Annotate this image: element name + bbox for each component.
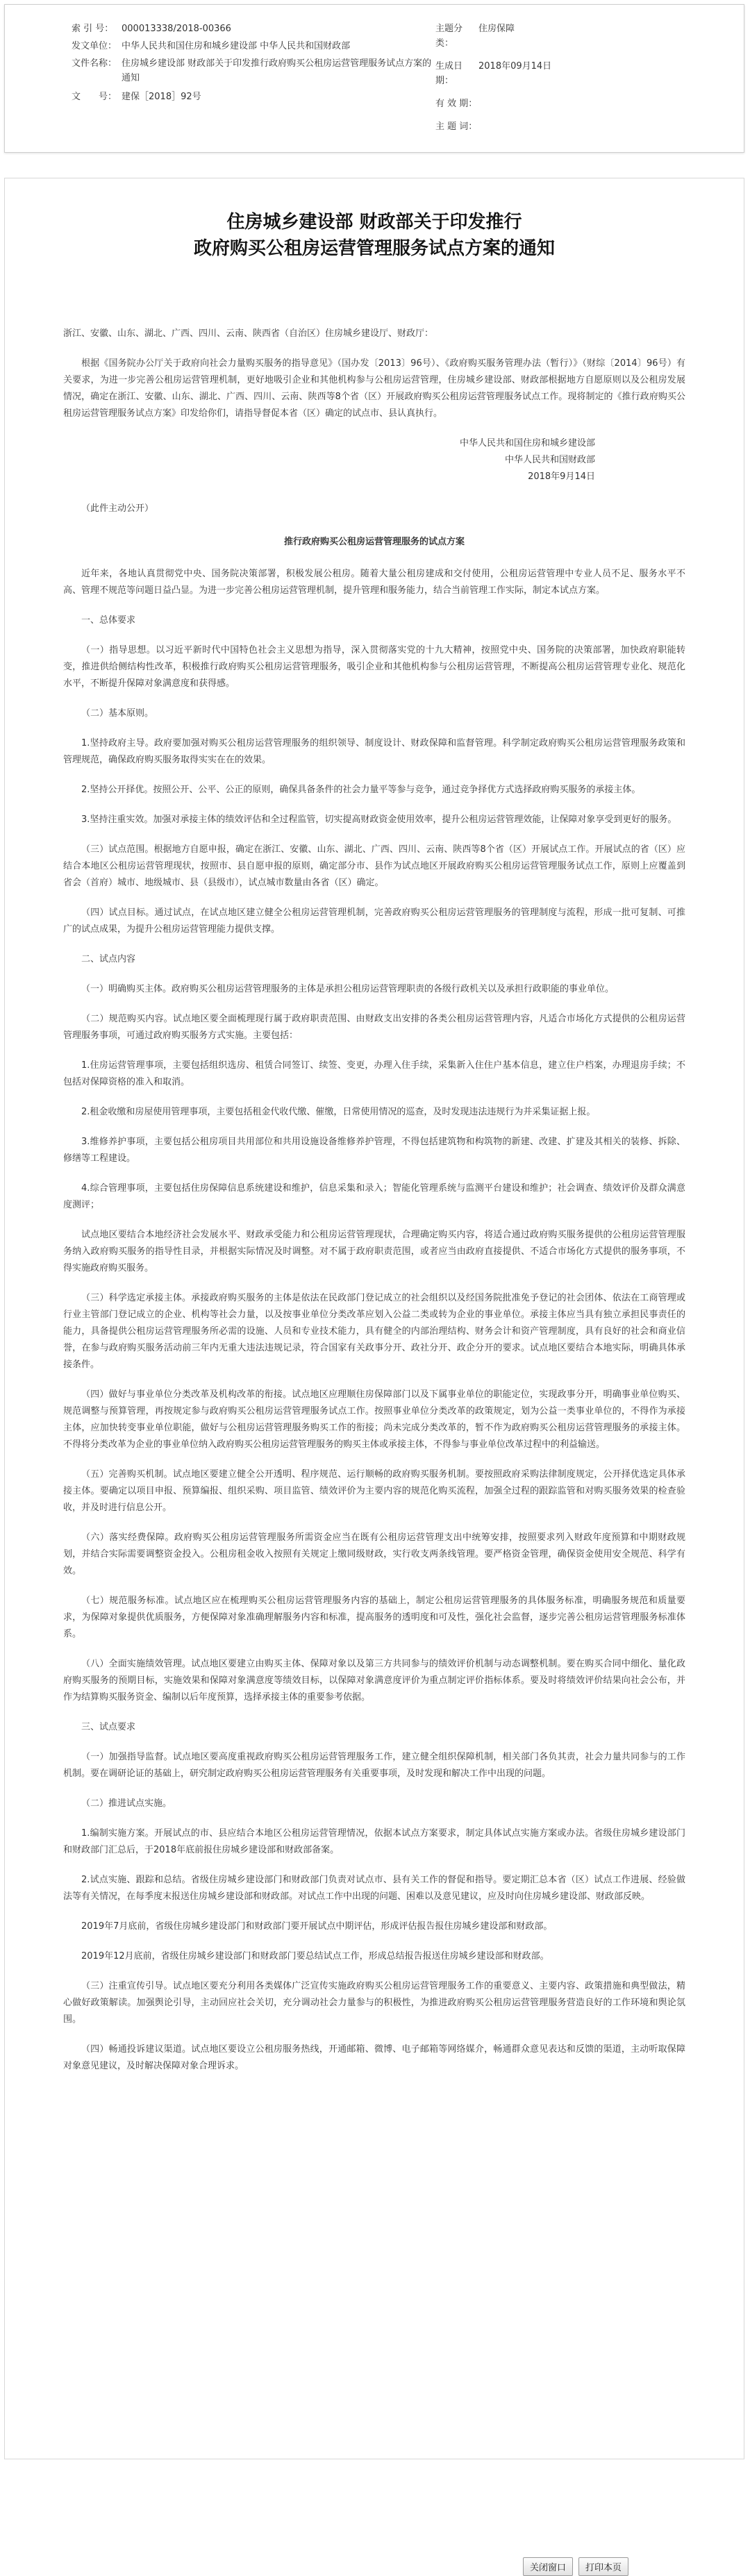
plan-paragraph: 近年来，各地认真贯彻党中央、国务院决策部署，积极发展公租房。随着大量公租房建成和交付使用，公租房运营管理中专业人员不足、服务水平不高、管理不规范等问题日益凸显。为进一步完善公租房运营管理机制，提升管理和服务能力，结合当前管理工作实际，制定本试点方案。	[63, 569, 685, 596]
plan-paragraph: （四）做好与事业单位分类改革及机构改革的衔接。试点地区应理顺住房保障部门以及下属事业单位的职能定位，实现政事分开，明确事业单位购买、规范调整与预算管理，再按规定参与政府购买公租房运营管理服务试点工作。按照事业单位分类改革的政策规定，划为公益一类事业单位的，不得作为承接主体，应加快转变事业单位职能，做好与公租房运营管理服务购买工作的衔接；尚未完成分类改革的，暂不作为政府购买公租房运营管理服务的承接主体。不得将分类改革为企业的事业单位纳入政府购买公租房运营管理服务的购买主体或承接主体，不得参与事业单位改革过程中的利益输送。	[63, 1389, 685, 1450]
plan-paragraph: 1.坚持政府主导。政府要加强对购买公租房运营管理服务的组织领导、制度设计、财政保障和监督管理。科学制定政府购买公租房运营管理服务政策和管理规范，确保政府购买服务取得实实在在的效果。	[63, 738, 685, 765]
plan-paragraph: 1.住房运营管理事项，主要包括组织选房、租赁合同签订、续签、变更，办理入住手续，采集新入住住户基本信息，建立住户档案，办理退房手续；不包括对保障资格的准入和取消。	[63, 1060, 685, 1087]
plan-paragraphs	[63, 566, 685, 2075]
meta-validity	[435, 97, 727, 111]
meta-filename-label: 文件名称：	[72, 58, 117, 69]
plan-title: 推行政府购买公租房运营管理服务的试点方案	[283, 537, 465, 547]
plan-paragraph: （七）规范服务标准。试点地区应在梳理购买公租房运营管理服务内容的基础上，制定公租房运营管理服务的具体服务标准，明确服务规范和质量要求，为保障对象提供优质服务，方便保障对象准确理解服务内容和标准，提高服务的透明度和可及性，强化社会监督，逐步完善公租房运营管理服务标准体系。	[63, 1596, 685, 1639]
plan-paragraph: （二）规范购买内容。试点地区要全面梳理现行属于政府职责范围、由财政支出安排的各类公租房运营管理内容，凡适合市场化方式提供的公租房运营管理服务事项，可通过政府购买服务方式实施。主要包括：	[63, 1014, 685, 1041]
meta-docno	[72, 90, 433, 104]
plan-paragraph: （二）推进试点实施。	[81, 1798, 172, 1809]
meta-keywords	[435, 119, 727, 134]
document-title-line2: 政府购买公租房运营管理服务试点方案的通知	[193, 238, 555, 259]
plan-paragraph: 2019年7月底前，省级住房城乡建设部门和财政部门要开展试点中期评估，形成评估报告报住房城乡建设部和财政部。	[81, 1921, 553, 1932]
plan-paragraph: （三）试点范围。根据地方自愿申报，确定在浙江、安徽、山东、湖北、广西、四川、云南、陕西等8个省（区）开展试点工作。开展试点的省（区）应结合本地区公租房运营管理现状，按照市、县自愿申报的原则，确定部分市、县作为试点地区开展政府购买公租房运营管理服务试点工作，原则上应覆盖到省会（首府）城市、地级城市、县（县级市），试点城市数量由各省（区）确定。	[63, 844, 685, 888]
meta-issuer-label: 发文单位：	[72, 41, 117, 51]
meta-validity-value	[478, 97, 727, 111]
plan-paragraph: 4.综合管理事项，主要包括住房保障信息系统建设和维护，信息采集和录入；智能化管理系统与监测平台建设和维护；社会调查、绩效评价及群众满意度测评；	[63, 1183, 685, 1210]
document-content	[63, 326, 685, 2088]
meta-keywords-value	[478, 119, 727, 134]
document-title-line1: 住房城乡建设部 财政部关于印发推行	[226, 212, 522, 233]
document-body	[4, 178, 744, 2573]
plan-paragraph: 三、试点要求	[81, 1722, 136, 1732]
meta-filename	[72, 56, 433, 85]
metadata-left-column	[72, 22, 433, 107]
signature-date: 2018年9月14日	[528, 471, 595, 482]
print-page-button[interactable]: 打印本页	[578, 2557, 628, 2576]
document-title	[5, 209, 744, 262]
plan-paragraph: （六）落实经费保障。政府购买公租房运营管理服务所需资金应当在既有公租房运营管理支出中统筹安排，按照要求列入财政年度预算和中期财政规划，并结合实际需要调整资金投入。公租房租金收入按照有关规定上缴同级财政，实行收支两条线管理。要严格资金管理，确保资金使用安全规范、科学有效。	[63, 1532, 685, 1576]
close-window-button[interactable]: 关闭窗口	[523, 2557, 573, 2576]
meta-docno-label: 文 号：	[72, 92, 117, 102]
recipients: 浙江、安徽、山东、湖北、广西、四川、云南、陕西省（自治区）住房城乡建设厅、财政厅：	[63, 328, 434, 339]
signature-finance: 中华人民共和国财政部	[504, 455, 595, 465]
meta-issuer	[72, 39, 433, 53]
plan-paragraph: 2.试点实施、跟踪和总结。省级住房城乡建设部门和财政部门负责对试点市、县有关工作的督促和指导。要定期汇总本省（区）试点工作进展、经验做法等有关情况，在每季度末报送住房城乡建设部和财政部。对试点工作中出现的问题、困难以及意见建议，应及时向住房城乡建设部、财政部反映。	[63, 1875, 685, 1902]
meta-category-value: 住房保障	[478, 24, 515, 34]
plan-paragraph: （二）基本原则。	[81, 708, 154, 719]
meta-index-value: 000013338/2018-00366	[122, 24, 231, 34]
plan-paragraph: 2019年12月底前，省级住房城乡建设部门和财政部门要总结试点工作，形成总结报告报送住房城乡建设部和财政部。	[81, 1951, 549, 1962]
meta-keywords-label: 主 题 词：	[435, 122, 478, 132]
public-note: （此件主动公开）	[81, 503, 154, 514]
plan-paragraph: 3.维修养护事项，主要包括公租房项目共用部位和共用设施设备维修养护管理，不得包括建筑物和构筑物的新建、改建、扩建及其相关的装修、拆除、修缮等工程建设。	[63, 1137, 685, 1164]
plan-paragraph: （八）全面实施绩效管理。试点地区要建立由购买主体、保障对象以及第三方共同参与的绩效评价机制与动态调整机制。要在购买合同中细化、量化政府购买服务的预期目标，实施效果和保障对象满意度等绩效目标，以保障对象满意度评价为重点制定评价指标体系。要及时将绩效评价结果向社会公布，并作为结算购买服务资金、编制以后年度预算，选择承接主体的重要参考依据。	[63, 1659, 685, 1703]
meta-category	[435, 22, 727, 51]
intro-paragraph: 根据《国务院办公厅关于政府向社会力量购买服务的指导意见》（国办发〔2013〕96号）、《政府购买服务管理办法（暂行）》（财综〔2014〕96号）有关要求，为进一步完善公租房运营管理机制，更好地吸引企业和其他机构参与公租房运营管理，住房城乡建设部、财政部根据地方自愿原则以及公租房发展情况，确定在浙江、安徽、山东、湖北、广西、四川、云南、陕西等8个省（区）开展政府购买公租房运营管理服务试点工作。现将制定的《推行政府购买公租房运营管理服务试点方案》印发给你们，请指导督促本省（区）确定的试点市、县认真执行。	[63, 358, 685, 419]
plan-paragraph: 一、总体要求	[81, 615, 136, 626]
plan-paragraph: （五）完善购买机制。试点地区要建立健全公开透明、程序规范、运行顺畅的政府购买服务机制。要按照政府采购法律制度规定，公开择优选定具体承接主体。要确定以项目申报、预算编报、组织采购、项目监管、绩效评价为主要内容的规范化购买流程，加强全过程的跟踪监管和对购买服务效果的检查验收，并及时进行信息公开。	[63, 1469, 685, 1513]
meta-issuer-value: 中华人民共和国住房和城乡建设部 中华人民共和国财政部	[122, 41, 351, 51]
meta-date	[435, 59, 727, 88]
signature-ministry: 中华人民共和国住房和城乡建设部	[459, 438, 595, 449]
meta-index-label: 索 引 号：	[72, 24, 114, 34]
plan-paragraph: 2.坚持公开择优。按照公开、公平、公正的原则，确保具备条件的社会力量平等参与竞争，通过竞争择优方式选择政府购买服务的承接主体。	[81, 785, 641, 795]
meta-index	[72, 22, 433, 36]
plan-paragraph: 二、试点内容	[81, 954, 136, 964]
plan-paragraph: （四）畅通投诉建议渠道。试点地区要设立公租房服务热线，开通邮箱、微博、电子邮箱等网络媒介，畅通群众意见表达和反馈的渠道，主动听取保障对象意见建议，及时解决保障对象合理诉求。	[63, 2044, 685, 2071]
meta-docno-value: 建保［2018］92号	[122, 92, 201, 102]
meta-date-label: 生成日期：	[435, 61, 463, 86]
plan-paragraph: （一）明确购买主体。政府购买公租房运营管理服务的主体是承担公租房运营管理职责的各级行政机关以及承担行政职能的事业单位。	[81, 984, 615, 994]
action-buttons	[523, 2557, 628, 2576]
metadata-right-column	[435, 22, 727, 142]
plan-paragraph: （三）科学选定承接主体。承接政府购买服务的主体是依法在民政部门登记成立的社会组织以及经国务院批准免予登记的社会团体、依法在工商管理或行业主管部门登记成立的企业、机构等社会力量，以及按事业单位分类改革应划入公益二类或转为企业的事业单位。承接主体应当具有独立承担民事责任的能力，具备提供公租房运营管理服务所必需的设施、人员和专业技术能力，具有健全的内部治理结构、财务会计和资产管理制度，具有良好的社会和商业信誉，在参与政府购买服务活动前三年内无重大违法违规记录，符合国家有关政事分开、政社分开、政企分开的要求。试点地区要结合本地实际，明确具体承接条件。	[63, 1293, 685, 1370]
plan-paragraph: 1.编制实施方案。开展试点的市、县应结合本地区公租房运营管理情况，依据本试点方案要求，制定具体试点实施方案或办法。省级住房城乡建设部门和财政部门汇总后，于2018年底前报住房城乡建设部和财政部备案。	[63, 1828, 685, 1855]
plan-paragraph: 试点地区要结合本地经济社会发展水平、财政承受能力和公租房运营管理现状，合理确定购买内容，将适合通过政府购买服务提供的公租房运营管理服务纳入政府购买服务的指导性目录，并根据实际情况及时调整。对不属于政府职责范围，或者应当由政府直接提供、不适合市场化方式提供的服务事项，不得实施政府购买服务。	[63, 1230, 685, 1273]
meta-date-value: 2018年09月14日	[478, 61, 552, 72]
meta-filename-value: 住房城乡建设部 财政部关于印发推行政府购买公租房运营管理服务试点方案的通知	[122, 58, 432, 83]
plan-paragraph: 2.租金收缴和房屋使用管理事项，主要包括租金代收代缴、催缴，日常使用情况的巡查，及时发现违法违规行为并采集证据上报。	[81, 1107, 596, 1117]
metadata-panel	[4, 4, 744, 153]
signature-block	[63, 435, 685, 485]
plan-paragraph: （一）加强指导监督。试点地区要高度重视政府购买公租房运营管理服务工作，建立健全组织保障机制，相关部门各负其责，社会力量共同参与的工作机制。要在调研论证的基础上，研究制定政府购买公租房运营管理服务有关重要事项，及时发现和解决工作中出现的问题。	[63, 1752, 685, 1779]
meta-validity-label: 有 效 期：	[435, 99, 478, 109]
plan-paragraph: （四）试点目标。通过试点，在试点地区建立健全公租房运营管理机制，完善政府购买公租房运营管理服务的管理制度与流程，形成一批可复制、可推广的试点成果，为提升公租房运营管理能力提供支撑。	[63, 908, 685, 935]
plan-paragraph: （三）注重宣传引导。试点地区要充分利用各类媒体广泛宣传实施政府购买公租房运营管理服务工作的重要意义、主要内容、政策措施和典型做法，精心做好政策解读。加强舆论引导，主动回应社会关切，充分调动社会力量参与的积极性，为推进政府购买公租房运营管理服务营造良好的工作环境和舆论氛围。	[63, 1981, 685, 2025]
plan-paragraph: 3.坚持注重实效。加强对承接主体的绩效评估和全过程监管，切实提高财政资金使用效率，提升公租房运营管理效能，让保障对象享受到更好的服务。	[81, 814, 677, 825]
meta-category-label: 主题分类：	[435, 24, 463, 49]
plan-paragraph: （一）指导思想。以习近平新时代中国特色社会主义思想为指导，深入贯彻落实党的十九大精神，按照党中央、国务院的决策部署，加快政府职能转变，推进供给侧结构性改革，积极推行政府购买公租房运营管理服务，吸引企业和其他机构参与公租房运营管理，不断提高公租房运营管理专业化、规范化水平，不断提升保障对象满意度和获得感。	[63, 645, 685, 689]
